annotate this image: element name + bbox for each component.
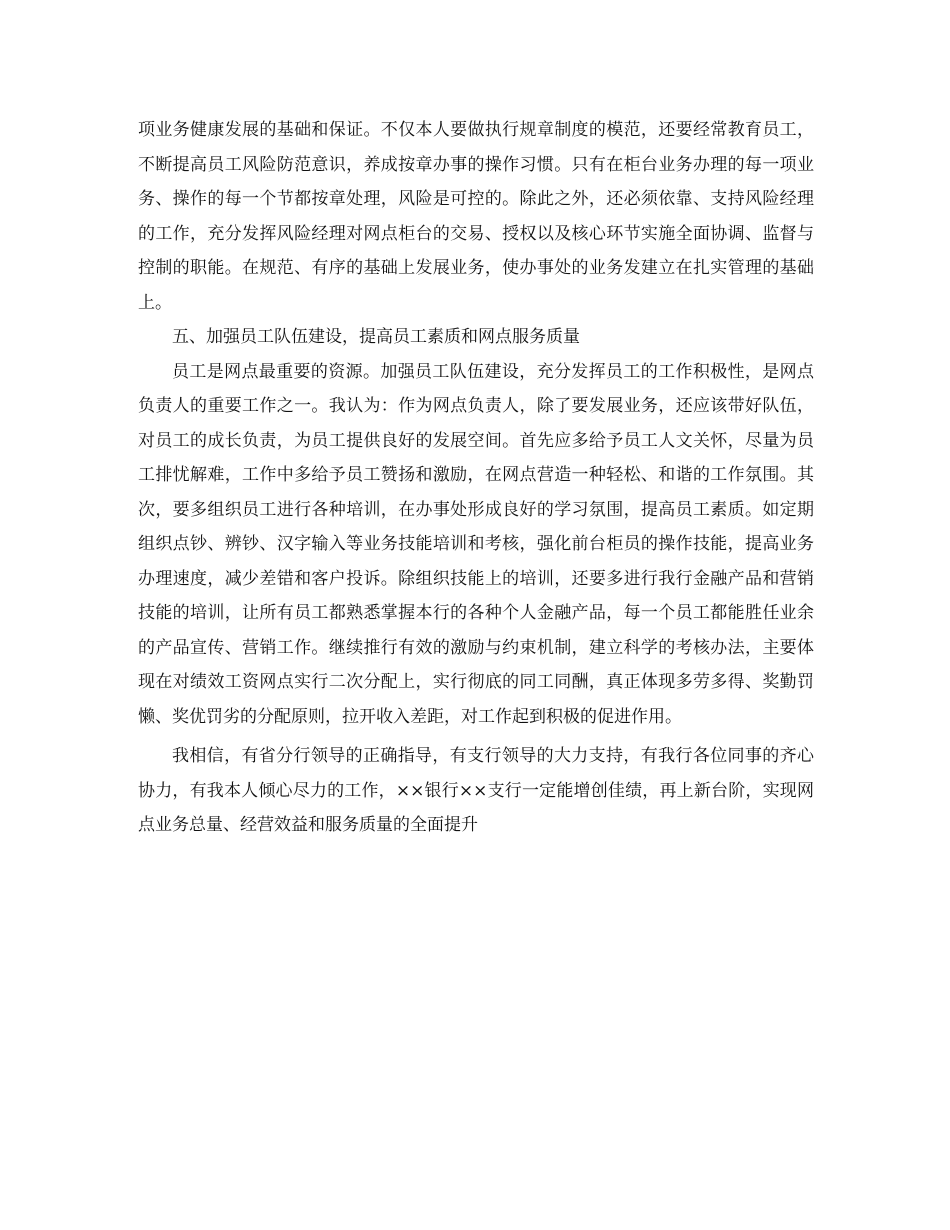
paragraph-continuation: 项业务健康发展的基础和保证。不仅本人要做执行规章制度的模范，还要经常教育员工，不断提高员工风险防范意识，养成按章办事的操作习惯。只有在柜台业务办理的每一项业务、操作的每一个节都按章处理，风险是可控的。除此之外，还必须依靠、支持风险经理的工作，充分发挥风险经理对网点柜台的交易、授权以及核心环节实施全面协调、监督与控制的职能。在规范、有序的基础上发展业务，使办事处的业务发建立在扎实管理的基础上。: [138, 120, 814, 313]
document-body: [138, 113, 814, 843]
paragraph-conclusion: 我相信，有省分行领导的正确指导，有支行领导的大力支持，有我行各位同事的齐心协力，有我本人倾心尽力的工作，××银行××支行一定能增创佳绩，再上新台阶，实现网点业务总量、经营效益和服务质量的全面提升: [138, 746, 814, 835]
section-heading: 五、加强员工队伍建设，提高员工素质和网点服务质量: [172, 327, 580, 347]
paragraph-staff-building: 员工是网点最重要的资源。加强员工队伍建设，充分发挥员工的工作积极性，是网点负责人的重要工作之一。我认为：作为网点负责人，除了要发展业务，还应该带好队伍，对员工的成长负责，为员工提供良好的发展空间。首先应多给予员工人文关怀，尽量为员工排忧解难，工作中多给予员工赞扬和激励，在网点营造一种轻松、和谐的工作氛围。其次，要多组织员工进行各种培训，在办事处形成良好的学习氛围，提高员工素质。如定期组织点钞、辨钞、汉字输入等业务技能培训和考核，强化前台柜员的操作技能，提高业务办理速度，减少差错和客户投诉。除组织技能上的培训，还要多进行我行金融产品和营销技能的培训，让所有员工都熟悉掌握本行的各种个人金融产品，每一个员工都能胜任业余的产品宣传、营销工作。继续推行有效的激励与约束机制，建立科学的考核办法，主要体现在对绩效工资网点实行二次分配上，实行彻底的同工同酬，真正体现多劳多得、奖勤罚懒、奖优罚劣的分配原则，拉开收入差距，对工作起到积极的促进作用。: [138, 361, 814, 727]
